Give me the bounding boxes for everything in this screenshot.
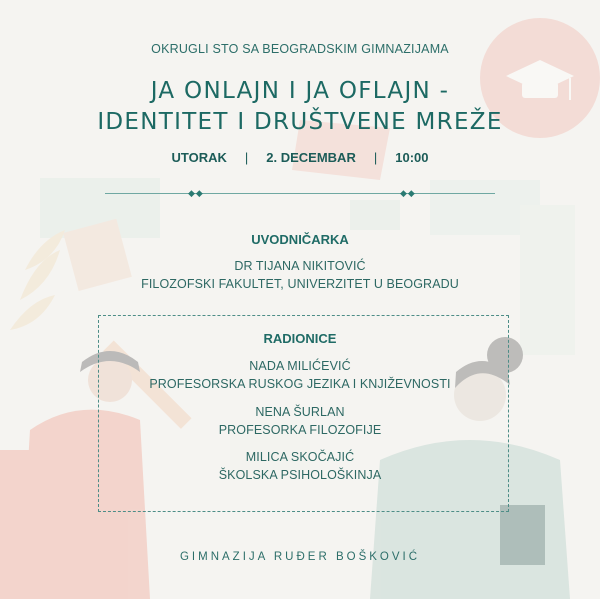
event-date: 2. DECEMBAR [266,150,356,165]
event-title-line1: JA ONLAJN I JA OFLAJN - [150,78,450,104]
ornament-left-icon: ◆◆ [188,188,204,198]
event-subtitle: OKRUGLI STO SA BEOGRADSKIM GIMNAZIJAMA [151,42,449,56]
event-day: UTORAK [171,150,227,165]
presenter-role: ŠKOLSKA PSIHOLOŠKINJA [218,468,382,482]
presenter-name: NENA ŠURLAN [255,405,345,419]
presenter-role: PROFESORSKA RUSKOG JEZIKA I KNJIŽEVNOSTI [149,377,451,391]
workshops-heading: RADIONICE [263,331,337,346]
presenter-name: MILICA SKOČAJIĆ [245,450,355,464]
ornament-right-icon: ◆◆ [400,188,416,198]
event-time: 10:00 [395,150,429,165]
event-datetime [0,150,600,165]
intro-affiliation: FILOZOFSKI FAKULTET, UNIVERZITET U BEOGRADU [141,277,459,291]
separator: | [244,150,249,165]
event-title-line2: IDENTITET I DRUŠTVENE MREŽE [97,109,503,135]
footer-organization: GIMNAZIJA RUĐER BOŠKOVIĆ [179,551,421,563]
separator: | [373,150,378,165]
intro-heading: UVODNIČARKA [251,232,349,247]
divider-line [105,193,495,194]
presenter-role: PROFESORKA FILOZOFIJE [218,423,382,437]
intro-name: DR TIJANA NIKITOVIĆ [234,259,366,273]
presenter-name: NADA MILIĆEVIĆ [249,359,351,373]
